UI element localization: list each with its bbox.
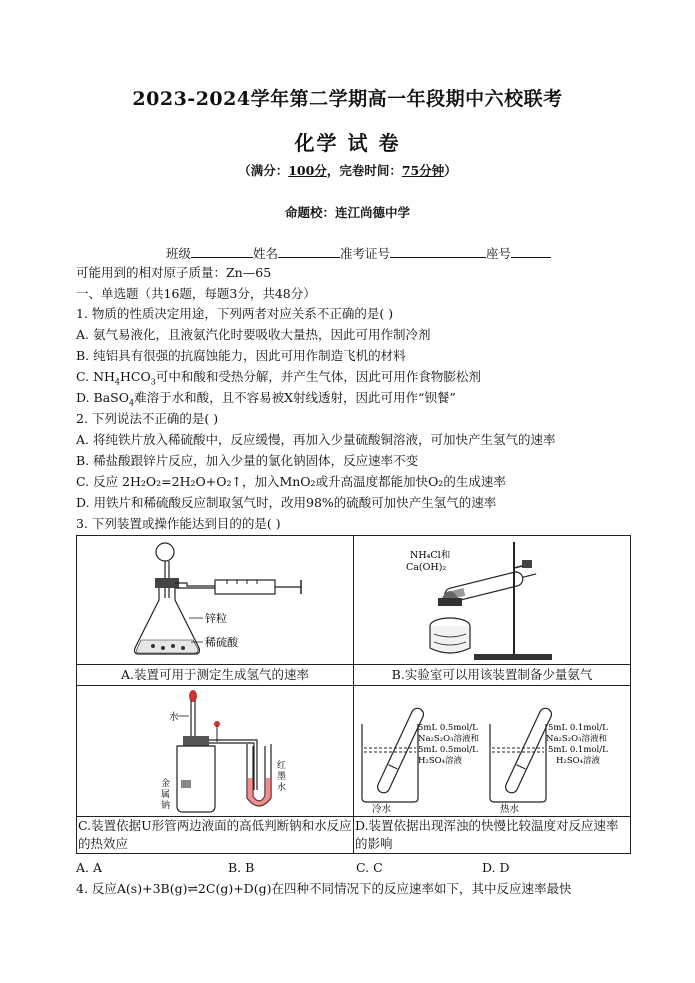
seat-field[interactable] [511,245,551,258]
q2-option-d: D. 用铁片和稀硫酸反应制取氢气时，改用98%的硫酸可加快产生氢气的速率 [76,495,497,510]
name-field[interactable] [278,245,340,258]
name-label: 姓名 [253,246,279,261]
left-conc-4: H₂SO₄溶液 [418,756,463,766]
question-3: 3. 下列装置或操作能达到目的的是( ) [76,516,281,531]
score-value: 100分 [288,163,327,178]
answer-b[interactable]: B. B [228,860,255,875]
ink-label-3: 水 [277,783,287,793]
q2-option-b: B. 稀盐酸跟锌片反应，加入少量的氯化钠固体，反应速率不变 [76,453,419,468]
reagent-label-2: Ca(OH)₂ [406,562,447,573]
q1-option-c [76,369,481,391]
q2-option-a: A. 将纯铁片放入稀硫酸中，反应缓慢，再加入少量硫酸铜溶液，可加快产生氢气的速率 [76,432,556,447]
exam-subject: 化学 试 卷 [294,131,401,155]
ammonia-prep-diagram [354,536,630,664]
temperature-rate-diagram [354,686,630,816]
option-b-figure [354,536,630,664]
option-a-cell [77,536,354,686]
metal-label-1: 金 [161,779,171,789]
right-conc-2: Na₂S₂O₃溶液和 [546,734,608,744]
q1-option-b: B. 纯铝具有很强的抗腐蚀能力，因此可用作制造飞机的材料 [76,348,406,363]
option-d-caption: D.装置依据出现浑浊的快慢比较温度对反应速率的影响 [354,816,630,853]
ink-label-2: 墨 [277,772,287,782]
q1c-mid: HCO [120,369,151,384]
cold-water-label: 冷水 [372,804,392,815]
time-value: 75分钟 [401,163,445,178]
left-conc-1: 5mL 0.5mol/L [418,723,478,733]
q1d-post: 难溶于水和酸，且不容易被X射线透射，因此可用作“钡餐” [134,390,456,405]
score-mid: ，完卷时间： [326,163,402,178]
metal-label-3: 钠 [161,801,171,811]
metal-label-2: 属 [161,790,171,800]
exam-no-label: 准考证号 [340,246,391,261]
option-b-caption: B.实验室可以用该装置制备少量氨气 [354,664,630,685]
left-conc-3: 5mL 0.5mol/L [418,745,478,755]
option-c-cell [77,686,354,854]
score-suffix: ） [444,163,457,178]
q1-option-a: A. 氨气易液化，且液氨汽化时要吸收大量热，因此可用作制冷剂 [76,327,431,342]
question-1: 1. 物质的性质决定用途，下列两者对应关系不正确的是( ) [76,306,394,321]
answer-c[interactable]: C. C [356,860,383,875]
q1-option-d [76,390,456,412]
q1d-sub: 4 [128,398,135,408]
reagent-label-1: NH₄Cl和 [410,550,451,561]
hot-water-label: 热水 [500,804,520,815]
setter-school: 命题校：连江尚德中学 [284,205,410,220]
atomic-mass-line: 可能用到的相对原子质量：Zn—65 [76,265,272,280]
q1c-pre: C. NH [76,369,115,384]
q2-option-c: C. 反应 2H₂O₂=2H₂O+O₂↑，加入MnO₂或升高温度都能加快O₂的生成速率 [76,474,506,489]
class-label: 班级 [166,246,192,261]
option-d-figure [354,686,630,816]
option-c-caption: C.装置依据U形管两边液面的高低判断钠和水反应的热效应 [78,818,352,851]
q3-options-table [76,535,631,854]
question-4: 4. 反应A(s)+3B(g)⇌2C(g)+D(g)在四种不同情况下的反应速率如下，其中反应速率最快 [76,881,572,896]
exam-title: 2023-2024学年第二学期高一年段期中六校联考 [132,88,563,110]
answer-a[interactable]: A. A [76,860,103,875]
q1d-pre: D. BaSO [76,390,129,405]
right-conc-4: H₂SO₄溶液 [556,756,601,766]
dilute-acid-label: 稀硫酸 [205,636,238,649]
student-info-row [166,244,551,262]
right-conc-3: 5mL 0.1mol/L [548,745,608,755]
option-d-cell [354,686,631,854]
option-c-figure [77,686,353,816]
option-b-cell [354,536,631,686]
flask-syringe-diagram [77,536,353,664]
score-info [0,161,695,179]
class-field[interactable] [191,245,253,258]
option-a-figure [77,536,353,664]
ink-label-1: 红 [277,761,287,771]
answer-d[interactable]: D. D [482,860,510,875]
section-heading: 一、单选题（共16题，每题3分，共48分） [76,286,316,301]
water-label: 水 [169,712,179,723]
q1c-sub1: 4 [114,377,120,387]
sodium-water-diagram [77,686,353,816]
seat-label: 座号 [486,246,512,261]
score-prefix: （满分： [238,163,289,178]
question-2: 2. 下列说法不正确的是( ) [76,411,219,426]
left-conc-2: Na₂S₂O₃溶液和 [418,734,480,744]
option-a-caption: A.装置可用于测定生成氢气的速率 [77,664,353,685]
q1c-sub2: 3 [150,377,156,387]
zinc-label: 锌粒 [205,612,227,625]
right-conc-1: 5mL 0.1mol/L [548,723,608,733]
exam-no-field[interactable] [390,245,486,258]
q1c-post: 可中和酸和受热分解，并产生气体，因此可用作食物膨松剂 [155,369,481,384]
